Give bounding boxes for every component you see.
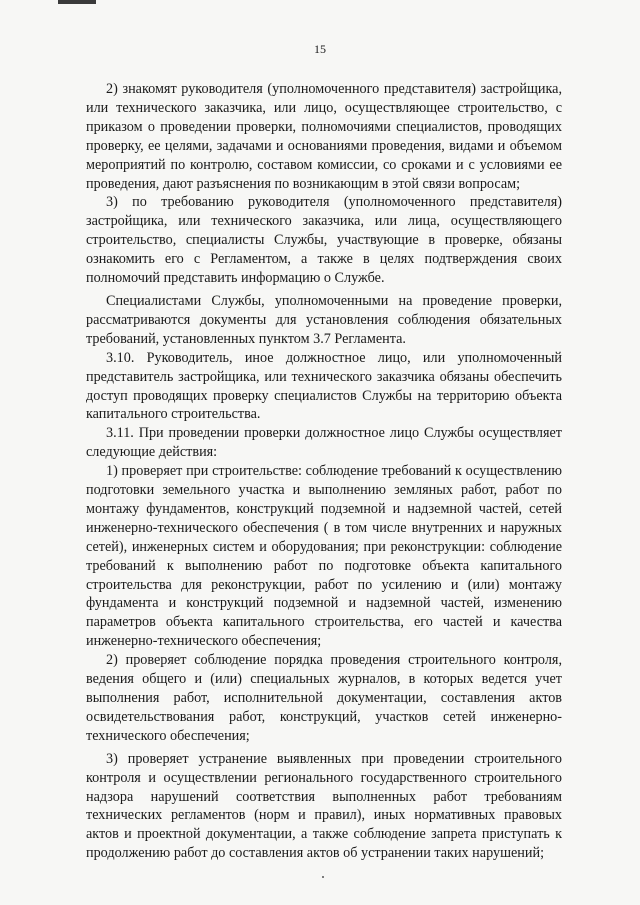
paragraph-3-11-item-3: 3) проверяет устранение выявленных при проведении строительного контроля и осуществлении регионального государственного строительного надзора нарушений соответствия выполненных работ требованиям технических регламентов (норм и правил), иных нормативных правовых актов и проектной документации, а также соблюдение запрета приступать к продолжению работ до составления актов об устранении таких нарушений; <box>86 750 562 862</box>
paragraph-item-2: 2) знакомят руководителя (уполномоченного представителя) застройщика, или технического заказчика, или лицо, осуществляющее строительство, с приказом о проведении проверки, полномочиями специалистов, проводящих проверку, ее целями, задачами и основаниями проведения, видами и объемом мероприятий по контролю, составом комиссии, со сроками и с условиями ее проведения, дают разъяснения по возникающим в этой связи вопросам; <box>86 81 562 192</box>
paragraph-3-11: 3.11. При проведении проверки должностное лицо Службы осуществляет следующие действия: <box>86 425 562 461</box>
paragraph-item-3: 3) по требованию руководителя (уполномоченного представителя) застройщика, или технического заказчика, или лица, осуществляющего строительство, специалисты Службы, участвующие в проверке, обязаны ознакомить его с Регламентом, а также в целях подтверждения своих полномочий представить информацию о Службе. <box>86 194 562 287</box>
scan-edge-mark <box>58 0 96 4</box>
paragraph-3-11-item-2: 2) проверяет соблюдение порядка проведения строительного контроля, ведения общего и (или) специальных журналов, в которых ведется учет выполнения работ, исполнительной документации, составления актов освидетельствования работ, конструкций, участков сетей инженерно-технического обеспечения; <box>86 652 562 744</box>
paragraph-documents-review: Специалистами Службы, уполномоченными на проведение проверки, рассматриваются документы для установления соблюдения обязательных требований, установленных пунктом 3.7 Регламента. <box>86 292 562 347</box>
paragraph-3-10: 3.10. Руководитель, иное должностное лицо, или уполномоченный представитель застройщика, или технического заказчика обязаны обеспечить доступ проводящих проверку специалистов Службы на территорию объекта капитального строительства. <box>86 349 562 423</box>
page-number: 15 <box>314 42 326 56</box>
document-body <box>86 80 562 863</box>
paragraph-3-11-item-1: 1) проверяет при строительстве: соблюдение требований к осуществлению подготовки земельного участка и выполнению земляных работ, работ по монтажу фундаментов, конструкций подземной и надземной частей, сетей инженерно-технического обеспечения ( в том числе внутренних и наружных сетей), инженерных систем и оборудования; при реконструкции: соблюдение требований к выполнению работ по подготовке объекта капитального строительства для реконструкции, работ по усилению и (или) монтажу фундамента и конструкций подземной и надземной частей, изменению параметров объекта капитального строительства, его частей и качества инженерно-технического обеспечения; <box>86 463 562 650</box>
scan-speck <box>322 876 324 878</box>
